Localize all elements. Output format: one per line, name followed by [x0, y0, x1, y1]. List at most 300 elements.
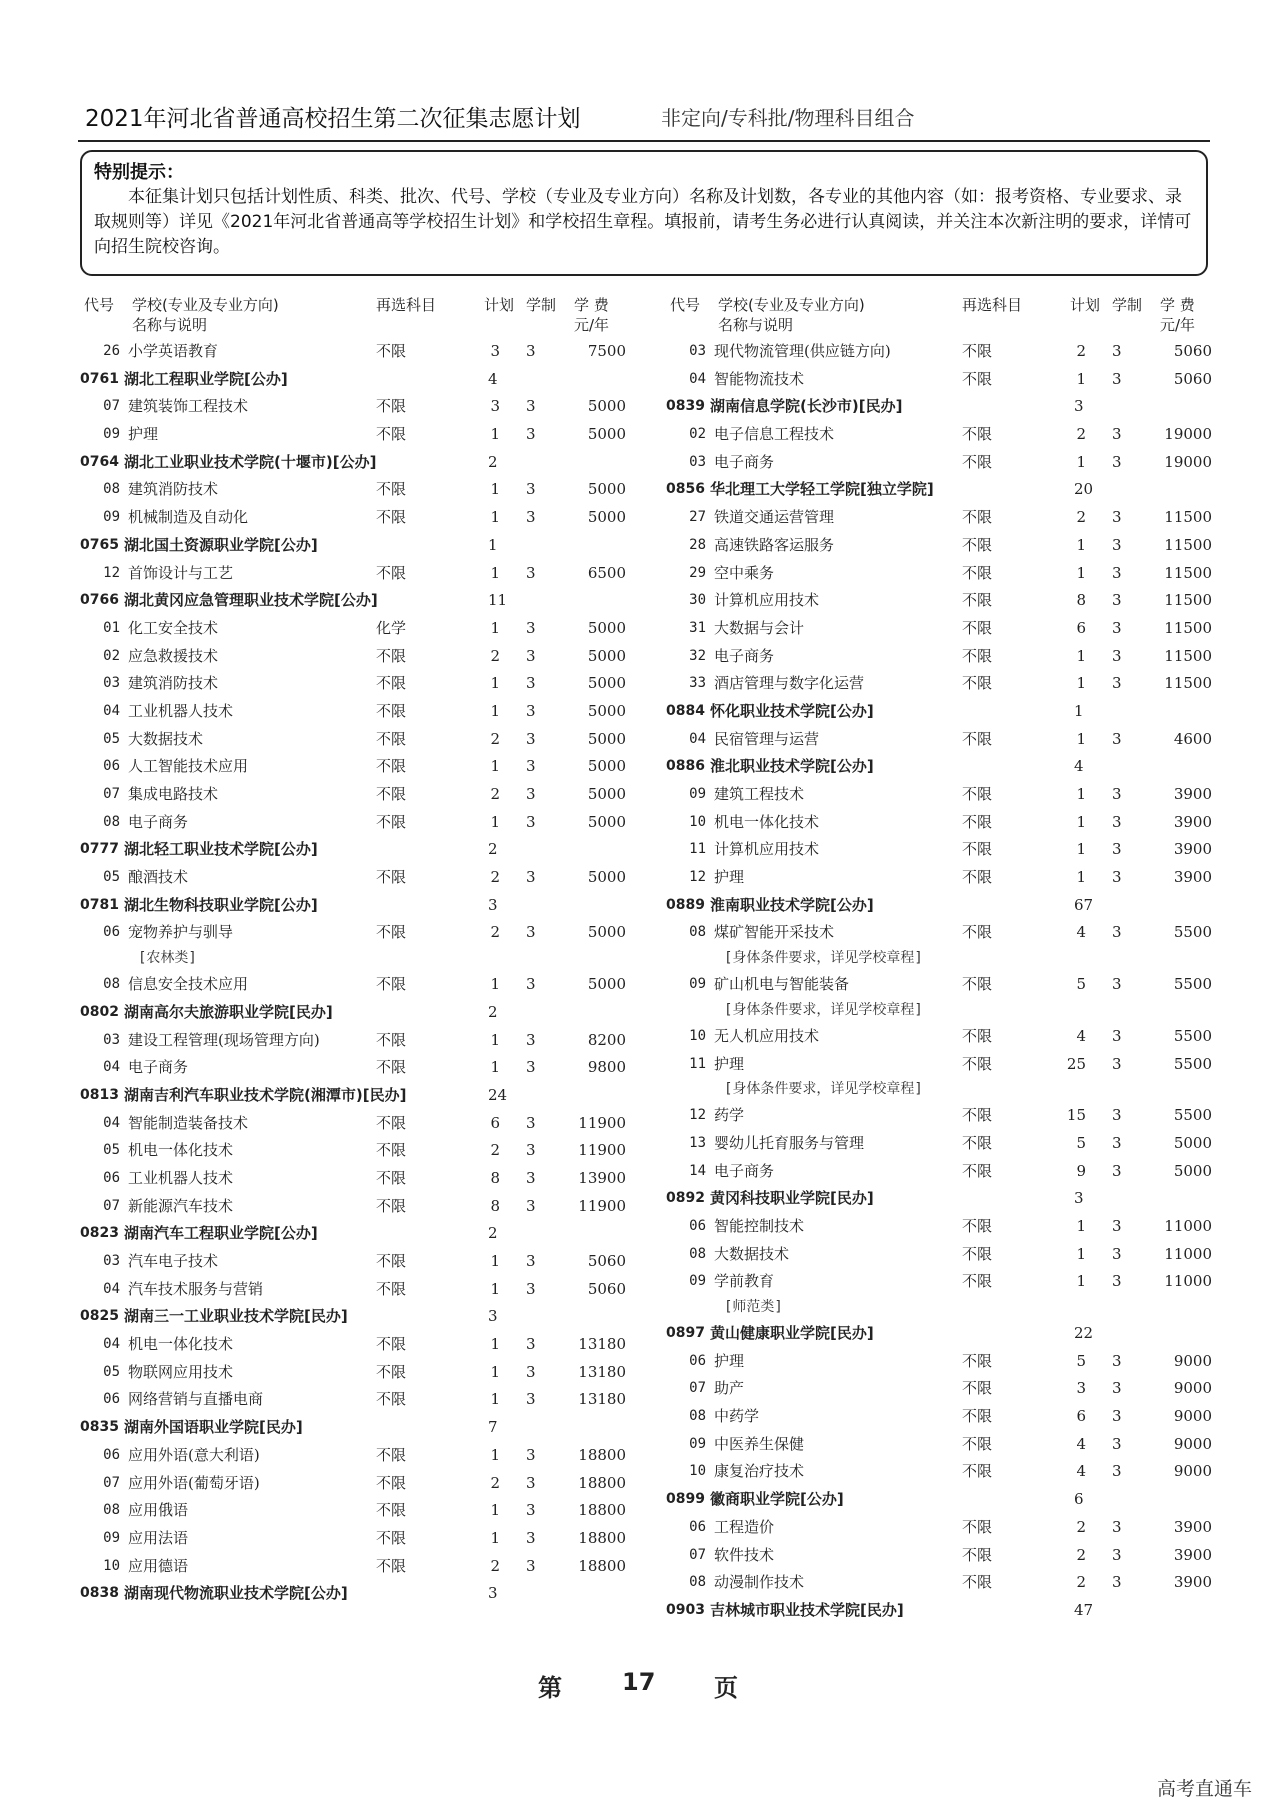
row-code: 26 — [103, 343, 120, 359]
row-years: 3 — [526, 1556, 536, 1575]
row-name: 无人机应用技术 — [714, 1026, 820, 1045]
row-name: [身体条件要求，详见学校章程] — [724, 1001, 923, 1018]
row-fee: 5000 — [587, 480, 626, 499]
col-years-header: 学制 — [526, 296, 557, 314]
major-row — [80, 1442, 625, 1470]
row-code: 0839 — [666, 398, 705, 415]
row-plan: 1 — [1076, 369, 1086, 388]
row-code: 07 — [689, 1546, 706, 1563]
col-code-header: 代号 — [670, 296, 701, 314]
row-subject: 不限 — [376, 646, 407, 665]
row-plan: 1 — [490, 1058, 500, 1077]
major-row — [80, 670, 625, 698]
row-code: 03 — [689, 343, 706, 359]
row-subject: 不限 — [962, 1407, 993, 1426]
row-code: 0897 — [666, 1325, 705, 1341]
row-name: 护理 — [714, 1351, 745, 1370]
row-name: 建设工程管理(现场管理方向) — [128, 1030, 320, 1049]
row-years: 3 — [1112, 425, 1122, 444]
row-subject: 不限 — [962, 452, 993, 471]
row-years: 3 — [1112, 840, 1122, 859]
row-plan: 5 — [1076, 1133, 1086, 1152]
row-years: 3 — [526, 1390, 536, 1409]
row-subject: 不限 — [376, 1362, 407, 1381]
row-fee: 11500 — [1164, 674, 1212, 693]
row-name: 现代物流管理(供应链方向) — [714, 342, 891, 360]
row-years: 3 — [1112, 563, 1122, 582]
row-name: 湖北工业职业技术学院(十堰市)[公办] — [124, 452, 377, 471]
row-code: 05 — [103, 730, 120, 747]
row-name: 中医养生保健 — [714, 1434, 805, 1453]
row-fee: 5000 — [587, 975, 626, 994]
row-plan: 1 — [1076, 535, 1086, 554]
left-rows — [80, 338, 625, 1608]
major-row — [80, 1553, 625, 1581]
row-name: 智能制造装备技术 — [128, 1113, 249, 1132]
notice-box — [80, 150, 1208, 276]
row-code: 06 — [689, 1352, 706, 1369]
row-years: 3 — [1112, 1106, 1122, 1125]
school-row — [666, 753, 1211, 781]
major-row — [666, 809, 1211, 837]
row-code: 31 — [689, 619, 706, 636]
major-row — [80, 504, 625, 532]
row-plan: 2 — [490, 646, 500, 665]
row-name: [身体条件要求，详见学校章程] — [724, 1081, 923, 1098]
row-years: 3 — [526, 1252, 536, 1270]
row-code: 09 — [689, 1273, 706, 1290]
row-code: 10 — [103, 1557, 120, 1574]
row-name: 建筑消防技术 — [128, 674, 219, 693]
major-row — [666, 449, 1211, 477]
row-subject: 不限 — [376, 1058, 407, 1077]
row-fee: 5060 — [587, 1252, 626, 1270]
row-plan: 1 — [1076, 868, 1086, 887]
major-row — [666, 615, 1211, 643]
row-name: 应用俄语 — [128, 1501, 189, 1520]
major-row — [666, 560, 1211, 588]
row-plan: 5 — [1076, 975, 1086, 994]
row-fee: 19000 — [1164, 425, 1212, 444]
row-name: 助产 — [714, 1379, 745, 1398]
row-subject: 不限 — [962, 535, 993, 554]
row-plan: 6 — [1076, 1407, 1086, 1426]
row-subject: 不限 — [376, 1473, 407, 1492]
row-code: 05 — [103, 869, 120, 886]
row-years: 3 — [526, 1168, 536, 1187]
row-subject: 不限 — [376, 1113, 407, 1132]
row-subject: 不限 — [376, 674, 407, 693]
row-fee: 11500 — [1164, 591, 1212, 610]
row-years: 3 — [526, 563, 536, 582]
row-code: 10 — [689, 1027, 706, 1044]
row-plan: 1 — [490, 618, 500, 637]
row-name: 护理 — [714, 868, 745, 887]
col-name-header-2: 名称与说明 — [718, 316, 794, 334]
major-row — [80, 1165, 625, 1193]
major-row — [666, 1458, 1211, 1486]
row-years: 3 — [1112, 975, 1122, 994]
row-subject: 不限 — [962, 840, 993, 859]
column-header — [666, 294, 1211, 338]
major-row — [666, 1375, 1211, 1403]
row-subject: 不限 — [962, 1026, 993, 1045]
row-plan: 8 — [490, 1168, 500, 1187]
row-name: 湖南现代物流职业技术学院[公办] — [124, 1584, 348, 1603]
row-code: 10 — [689, 813, 706, 830]
row-plan: 4 — [1074, 757, 1084, 776]
row-plan: 1 — [1076, 1216, 1086, 1235]
row-code: 08 — [689, 1408, 706, 1425]
row-fee: 5000 — [587, 923, 626, 942]
major-row — [80, 1470, 625, 1498]
major-row — [80, 421, 625, 449]
major-row — [80, 753, 625, 781]
row-subject: 不限 — [376, 425, 407, 444]
row-plan: 11 — [488, 591, 508, 610]
row-subject: 不限 — [962, 342, 993, 360]
col-plan-header: 计划 — [484, 296, 515, 314]
row-plan: 1 — [490, 701, 500, 720]
row-fee: 5500 — [1173, 923, 1212, 942]
row-years: 3 — [526, 1501, 536, 1520]
row-plan: 9 — [1076, 1161, 1086, 1180]
row-fee: 11000 — [1164, 1244, 1212, 1263]
row-code: 07 — [103, 1197, 120, 1214]
school-row — [80, 1580, 625, 1608]
row-name: 湖北工程职业学院[公办] — [124, 369, 288, 388]
row-years: 3 — [1112, 342, 1122, 360]
row-plan: 1 — [1074, 701, 1084, 720]
row-subject: 化学 — [376, 618, 407, 637]
row-name: 酿酒技术 — [128, 868, 189, 887]
row-code: 08 — [689, 924, 706, 941]
row-years: 3 — [526, 646, 536, 665]
page-prefix: 第 — [538, 1674, 562, 1702]
row-fee: 11500 — [1164, 618, 1212, 637]
row-code: 06 — [103, 758, 120, 775]
row-code: 01 — [103, 619, 120, 636]
school-row — [80, 1414, 625, 1442]
row-plan: 1 — [490, 812, 500, 831]
notice-title: 特别提示： — [94, 162, 184, 183]
row-fee: 7500 — [587, 342, 626, 360]
row-name: 湖南汽车工程职业学院[公办] — [124, 1224, 318, 1243]
row-code: 06 — [103, 924, 120, 941]
school-row — [80, 836, 625, 864]
row-fee: 4600 — [1173, 729, 1212, 748]
row-code: 10 — [689, 1463, 706, 1480]
row-code: 12 — [689, 869, 706, 886]
major-row — [666, 971, 1211, 999]
row-subject: 不限 — [962, 1216, 993, 1235]
row-fee: 9000 — [1173, 1379, 1212, 1398]
row-plan: 4 — [1076, 923, 1086, 942]
row-plan: 47 — [1074, 1600, 1094, 1619]
row-plan: 1 — [490, 1390, 500, 1409]
row-code: 04 — [103, 702, 120, 719]
row-plan: 67 — [1074, 895, 1094, 914]
school-row — [80, 587, 625, 615]
row-plan: 2 — [490, 868, 500, 887]
row-fee: 5060 — [1173, 342, 1212, 360]
row-name: 集成电路技术 — [128, 785, 219, 803]
row-subject: 不限 — [962, 1351, 993, 1370]
row-plan: 1 — [490, 1501, 500, 1520]
row-fee: 5500 — [1173, 975, 1212, 994]
row-subject: 不限 — [376, 812, 407, 831]
school-row — [666, 1486, 1211, 1514]
row-fee: 5000 — [587, 674, 626, 693]
major-row — [666, 726, 1211, 754]
row-name: 应用外语(葡萄牙语) — [128, 1473, 260, 1492]
row-name: 湖南高尔夫旅游职业学院[民办] — [124, 1002, 333, 1021]
row-name: 怀化职业技术学院[公办] — [710, 701, 874, 720]
row-name: [师范类] — [724, 1299, 783, 1315]
row-years: 3 — [1112, 1407, 1122, 1426]
row-fee: 13180 — [578, 1390, 626, 1409]
row-plan: 25 — [1066, 1054, 1086, 1073]
row-subject: 不限 — [962, 785, 993, 803]
row-subject: 不限 — [376, 975, 407, 994]
row-subject: 不限 — [376, 923, 407, 942]
school-row — [80, 532, 625, 560]
major-row — [80, 971, 625, 999]
row-plan: 1 — [490, 1030, 500, 1049]
major-row — [666, 919, 1211, 947]
row-name: 黄山健康职业学院[民办] — [710, 1324, 874, 1342]
row-plan: 2 — [1076, 425, 1086, 444]
row-name: 湖南三一工业职业技术学院[民办] — [124, 1307, 348, 1326]
row-subject: 不限 — [376, 1390, 407, 1409]
row-plan: 2 — [488, 840, 498, 859]
row-fee: 11500 — [1164, 535, 1212, 554]
row-fee: 9000 — [1173, 1462, 1212, 1481]
row-plan: 2 — [490, 1473, 500, 1492]
row-code: 28 — [689, 536, 706, 553]
row-years: 3 — [526, 1196, 536, 1215]
row-plan: 3 — [490, 397, 500, 416]
row-name: 空中乘务 — [714, 563, 775, 582]
col-years-header: 学制 — [1112, 296, 1143, 314]
row-subject: 不限 — [962, 1462, 993, 1481]
row-years: 3 — [526, 425, 536, 444]
row-years: 3 — [1112, 1573, 1122, 1592]
row-subject: 不限 — [376, 480, 407, 499]
major-row — [666, 1023, 1211, 1051]
row-plan: 2 — [1076, 508, 1086, 527]
row-name: 汽车电子技术 — [128, 1252, 219, 1270]
row-fee: 5000 — [587, 812, 626, 831]
row-fee: 5060 — [587, 1279, 626, 1298]
row-plan: 7 — [488, 1418, 498, 1437]
corner-mark: 高考直通车 — [1156, 1778, 1252, 1800]
major-row — [80, 643, 625, 671]
row-plan: 3 — [1074, 1189, 1084, 1208]
row-fee: 3900 — [1173, 785, 1212, 803]
school-row — [666, 1320, 1211, 1348]
major-row — [666, 1348, 1211, 1376]
row-fee: 5060 — [1173, 369, 1212, 388]
row-years: 3 — [1112, 1026, 1122, 1045]
row-fee: 3900 — [1173, 840, 1212, 859]
row-plan: 4 — [1076, 1026, 1086, 1045]
row-years: 3 — [526, 812, 536, 831]
major-row — [80, 1525, 625, 1553]
row-subject: 不限 — [962, 1106, 993, 1125]
row-name: 淮北职业技术学院[公办] — [710, 757, 874, 776]
row-plan: 1 — [490, 1335, 500, 1354]
row-subject: 不限 — [962, 1379, 993, 1398]
row-code: 03 — [103, 1253, 120, 1269]
row-years: 3 — [526, 729, 536, 748]
row-fee: 5000 — [587, 701, 626, 720]
row-subject: 不限 — [962, 369, 993, 388]
row-years: 3 — [1112, 812, 1122, 831]
major-row — [80, 781, 625, 809]
row-plan: 1 — [490, 975, 500, 994]
col-name-header: 学校(专业及专业方向) — [718, 296, 865, 314]
col-code-header: 代号 — [84, 296, 115, 314]
row-code: 0903 — [666, 1601, 705, 1618]
row-name: 首饰设计与工艺 — [128, 563, 234, 582]
row-plan: 6 — [1076, 618, 1086, 637]
row-years: 3 — [1112, 1517, 1122, 1536]
row-code: 09 — [103, 509, 120, 526]
row-code: 07 — [689, 1380, 706, 1397]
row-name: 应用法语 — [128, 1528, 189, 1547]
row-subject: 不限 — [376, 868, 407, 887]
row-subject: 不限 — [962, 674, 993, 693]
major-row — [666, 1130, 1211, 1158]
row-fee: 13900 — [578, 1168, 626, 1187]
row-code: 04 — [103, 1336, 120, 1353]
major-row — [80, 1386, 625, 1414]
row-code: 0899 — [666, 1491, 705, 1508]
row-years: 3 — [1112, 1351, 1122, 1370]
row-subject: 不限 — [376, 1030, 407, 1049]
major-row — [666, 1051, 1211, 1079]
row-code: 07 — [103, 1474, 120, 1491]
row-name: 湖南外国语职业学院[民办] — [124, 1418, 303, 1437]
row-code: 03 — [103, 1031, 120, 1048]
row-subject: 不限 — [376, 508, 407, 527]
major-row — [80, 864, 625, 892]
row-years: 3 — [1112, 1434, 1122, 1453]
school-row — [666, 698, 1211, 726]
major-row — [80, 809, 625, 837]
school-row — [80, 1303, 625, 1331]
row-fee: 11500 — [1164, 508, 1212, 527]
row-fee: 6500 — [587, 563, 626, 582]
row-name: 机电一体化技术 — [128, 1335, 234, 1354]
row-years: 3 — [1112, 923, 1122, 942]
row-years: 3 — [1112, 1133, 1122, 1152]
col-name-header: 学校(专业及专业方向) — [132, 296, 279, 314]
major-row — [80, 698, 625, 726]
row-fee: 3900 — [1173, 812, 1212, 831]
row-subject: 不限 — [376, 1445, 407, 1464]
school-row — [666, 1185, 1211, 1213]
row-plan: 1 — [1076, 1272, 1086, 1291]
row-years: 3 — [1112, 591, 1122, 610]
row-code: 03 — [689, 453, 706, 470]
row-subject: 不限 — [376, 729, 407, 748]
row-years: 3 — [1112, 1161, 1122, 1180]
row-code: 06 — [103, 1169, 120, 1186]
row-plan: 8 — [490, 1196, 500, 1215]
major-row — [80, 476, 625, 504]
row-code: 09 — [103, 426, 120, 443]
row-code: 0838 — [80, 1585, 119, 1602]
row-name: 机电一体化技术 — [714, 812, 820, 831]
row-years: 3 — [1112, 729, 1122, 748]
row-code: 14 — [689, 1162, 706, 1179]
row-years: 3 — [526, 868, 536, 887]
row-fee: 5500 — [1173, 1026, 1212, 1045]
major-row — [80, 919, 625, 947]
row-years: 3 — [1112, 1272, 1122, 1291]
school-row — [666, 1597, 1211, 1625]
row-plan: 2 — [490, 1141, 500, 1160]
row-name: 湖北生物科技职业学院[公办] — [124, 895, 318, 914]
major-row — [80, 1193, 625, 1221]
row-plan: 22 — [1074, 1324, 1094, 1342]
row-plan: 1 — [490, 674, 500, 693]
row-years: 3 — [1112, 1244, 1122, 1263]
row-name: [农林类] — [138, 950, 197, 967]
major-row — [80, 1110, 625, 1138]
row-plan: 2 — [488, 1002, 498, 1021]
row-plan: 2 — [1076, 342, 1086, 360]
row-plan: 3 — [488, 1584, 498, 1603]
row-code: 08 — [103, 1502, 120, 1519]
row-plan: 2 — [490, 729, 500, 748]
row-name: [身体条件要求，详见学校章程] — [724, 950, 923, 967]
major-row — [666, 1542, 1211, 1570]
row-plan: 2 — [490, 785, 500, 803]
row-plan: 2 — [490, 923, 500, 942]
row-years: 3 — [526, 1030, 536, 1049]
row-subject: 不限 — [962, 646, 993, 665]
row-plan: 1 — [1076, 563, 1086, 582]
row-name: 电子商务 — [128, 1058, 189, 1077]
row-fee: 5000 — [587, 757, 626, 776]
row-subject: 不限 — [962, 1434, 993, 1453]
row-subject: 不限 — [376, 701, 407, 720]
row-years: 3 — [1112, 1216, 1122, 1235]
row-code: 07 — [103, 398, 120, 415]
row-name: 机械制造及自动化 — [128, 508, 249, 527]
row-code: 0884 — [666, 702, 705, 719]
row-name: 湖北黄冈应急管理职业技术学院[公办] — [124, 591, 378, 610]
row-name: 应用德语 — [128, 1556, 189, 1575]
row-code: 12 — [103, 564, 120, 581]
row-name: 建筑装饰工程技术 — [128, 397, 249, 416]
row-subject: 不限 — [962, 729, 993, 748]
row-fee: 5000 — [587, 785, 626, 803]
row-plan: 4 — [1076, 1434, 1086, 1453]
major-row — [80, 1359, 625, 1387]
row-plan: 2 — [488, 1224, 498, 1243]
row-name: 动漫制作技术 — [714, 1573, 805, 1592]
row-code: 0765 — [80, 536, 119, 553]
row-code: 05 — [103, 1142, 120, 1159]
row-code: 13 — [689, 1134, 706, 1151]
row-fee: 13180 — [578, 1335, 626, 1354]
row-name: 湖南吉利汽车职业技术学院(湘潭市)[民办] — [124, 1085, 407, 1104]
notice-body: 本征集计划只包括计划性质、科类、批次、代号、学校（专业及专业方向）名称及计划数，各专业的其他内容（如：报考资格、专业要求、录取规则等）详见《2021年河北省普通高等学校招生计划》和学校招生章程。填报前，请考生务必进行认真阅读，并关注本次新注明的要求，详情可向招生院校咨询。 — [94, 187, 1192, 257]
